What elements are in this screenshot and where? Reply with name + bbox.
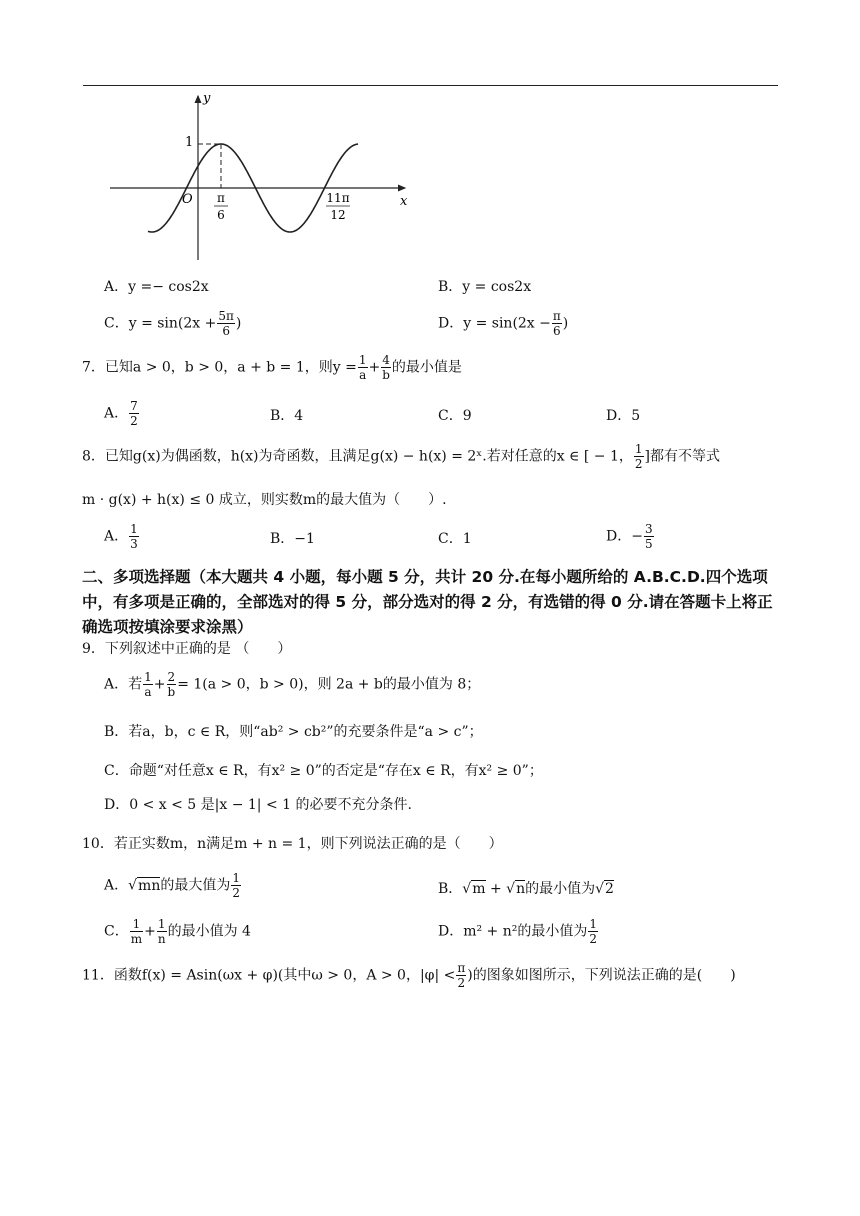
- q11-num: π: [457, 961, 466, 975]
- q7-a-pre: A．: [104, 405, 129, 422]
- x-axis-label: x: [400, 194, 408, 209]
- q8-d-den: 5: [644, 537, 653, 551]
- sine-graph: [100, 88, 420, 266]
- q10-a-mid: 的最大值为: [160, 877, 231, 894]
- q11-stem-pre: 11．函数f(x) = Asin(ωx + φ)(其中ω > 0，A > 0，|φ| <: [82, 967, 456, 984]
- tick-pi6-den: 6: [217, 208, 225, 222]
- q7-f2-num: 4: [382, 353, 390, 367]
- tick-11pi12-den: 12: [330, 208, 346, 222]
- q8-line1-num: 1: [634, 442, 643, 456]
- q7-frac-2: [381, 354, 391, 381]
- q9-a-f2-num: 2: [167, 670, 176, 684]
- q10-stem: 10．若正实数m，n满足m + n = 1，则下列说法正确的是（ ）: [82, 836, 503, 852]
- q10-b-radicand-3: 2: [605, 881, 614, 897]
- q10-c-f2-den: n: [157, 932, 166, 946]
- q10-d-num: 1: [589, 917, 598, 931]
- q7-stem: [82, 354, 462, 381]
- q11-stem: [82, 962, 736, 989]
- y-axis-label: y: [203, 91, 211, 106]
- q9-option-d: D．0 < x < 5 是|x − 1| < 1 的必要不充分条件.: [104, 797, 412, 813]
- q10-d-frac: [588, 918, 598, 945]
- q9-stem: 9．下列叙述中正确的是 （ ）: [82, 641, 292, 657]
- q10-b-mid: 的最小值为: [525, 881, 596, 897]
- tick-pi6-num: π: [217, 191, 225, 205]
- q6-d-frac: [552, 310, 562, 337]
- q8-a-frac: [129, 523, 139, 550]
- q7-option-d: D．5: [606, 408, 641, 424]
- q6-c-post: ): [235, 315, 242, 332]
- q7-f1-num: 1: [358, 353, 367, 367]
- q8-line1-post: ]都有不等式: [644, 448, 720, 465]
- q9-a-post: = 1(a > 0，b > 0)，则 2a + b的最小值为 8；: [177, 676, 481, 693]
- q6-option-c: [104, 310, 241, 337]
- q8-d-pre: D．−: [606, 528, 643, 545]
- q8-option-d: [606, 523, 655, 550]
- tick-11pi12-num: 11π: [326, 191, 350, 205]
- q8-a-den: 3: [130, 537, 138, 551]
- q10-a-frac: [231, 872, 241, 899]
- q10-b-radicand-1: m: [472, 881, 486, 897]
- top-rule: [83, 85, 778, 86]
- q10-a-radicand: mn: [138, 877, 161, 894]
- q10-c-f1-den: m: [130, 932, 143, 946]
- q7-option-b: B．4: [270, 408, 304, 424]
- q6-option-a: A．y =− cos2x: [104, 279, 209, 295]
- q7-stem-post: 的最小值是: [391, 359, 462, 376]
- q9-option-c: C．命题“对任意x ∈ R，有x² ≥ 0”的否定是“存在x ∈ R，有x² ≥ 0”；: [104, 763, 543, 779]
- q10-c-plus: +: [144, 923, 156, 940]
- q8-option-b: B．−1: [270, 531, 315, 547]
- q7-plus: +: [368, 359, 381, 376]
- q10-b-plus: +: [485, 881, 507, 897]
- q7-a-frac: [129, 400, 139, 427]
- tick-one-label: 1: [185, 135, 194, 150]
- q6-option-d: [438, 310, 568, 337]
- q8-a-num: 1: [130, 522, 138, 536]
- q6-d-den: 6: [553, 324, 561, 338]
- q9-a-f2-den: b: [167, 685, 176, 699]
- q9-a-pre: A．若: [104, 676, 143, 693]
- q6-d-pre: D．y = sin(2x −: [438, 315, 551, 332]
- q10-a-den: 2: [232, 886, 240, 900]
- q6-d-num: π: [552, 309, 561, 323]
- q8-stem-line2: m · g(x) + h(x) ≤ 0 成立，则实数m的最大值为（ ）.: [82, 492, 447, 508]
- q6-d-post: ): [562, 315, 569, 332]
- q10-option-c: [104, 918, 251, 945]
- origin-label: O: [182, 192, 193, 207]
- q7-f1-den: a: [359, 368, 367, 382]
- q10-option-b: B．√m + √n的最小值为√2: [438, 881, 614, 897]
- q10-d-den: 2: [589, 932, 598, 946]
- q10-c-pre: C．: [104, 923, 129, 940]
- q9-a-frac-2: [167, 671, 177, 698]
- q10-option-d: [438, 918, 599, 945]
- q9-a-f1-den: a: [144, 685, 152, 699]
- q6-c-den: 6: [222, 324, 230, 338]
- q8-d-frac: [644, 523, 654, 550]
- q10-c-post: 的最小值为 4: [167, 923, 251, 940]
- q7-a-den: 2: [130, 414, 138, 428]
- q8-option-c: C．1: [438, 531, 472, 547]
- q10-c-f1-num: 1: [130, 918, 143, 932]
- q6-c-num: 5π: [218, 309, 234, 323]
- q9-option-b: B．若a，b，c ∈ R，则“ab² > cb²”的充要条件是“a > c”；: [104, 724, 483, 740]
- q10-a-num: 1: [232, 871, 240, 885]
- q9-option-a: [104, 671, 480, 698]
- q8-stem-line1: [82, 443, 720, 470]
- q9-a-f1-num: 1: [144, 670, 152, 684]
- q8-d-num: 3: [644, 522, 653, 536]
- q10-option-a: A．√mn的最大值为 $\frac{1}{2}$: [104, 871, 240, 900]
- q10-a-pre: A．: [104, 877, 129, 894]
- q10-c-frac-2: [157, 918, 167, 945]
- q10-c-frac-1: [130, 918, 143, 945]
- q8-option-a: [104, 523, 140, 550]
- q8-line1-pre: 8．已知g(x)为偶函数，h(x)为奇函数，且满足g(x) − h(x) = 2ˣ.若对任意的x ∈ [ − 1，: [82, 448, 633, 465]
- q8-a-pre: A．: [104, 528, 129, 545]
- q7-option-a: [104, 400, 140, 427]
- q6-option-b: B．y = cos2x: [438, 279, 532, 295]
- q6-c-frac: [217, 310, 235, 337]
- q11-frac: [456, 962, 466, 989]
- section2-heading: 二、多项选择题（本大题共 4 小题，每小题 5 分，共计 20 分.在每小题所给的 A.B.C.D.四个选项中，有多项是正确的，全部选对的得 5 分，部分选对的得 2 分，有选错的得 0 分.请在答题卡上将正确选项按填涂要求涂黑）: [82, 568, 773, 636]
- q8-line1-den: 2: [634, 457, 643, 471]
- q10-b-pre: B．: [438, 881, 463, 897]
- q10-b-radicand-2: n: [516, 881, 526, 897]
- q10-c-f2-num: 1: [157, 917, 166, 931]
- q8-line1-frac: [634, 443, 644, 470]
- q11-stem-post: )的图象如图所示，下列说法正确的是( ): [467, 967, 736, 984]
- q7-frac-1: [358, 354, 368, 381]
- q9-a-plus: +: [153, 676, 166, 693]
- q9-a-frac-1: [143, 671, 153, 698]
- q7-a-num: 7: [130, 399, 138, 413]
- q10-d-pre: D．m² + n²的最小值为: [438, 923, 588, 940]
- q7-f2-den: b: [382, 368, 390, 382]
- q7-stem-pre: 7．已知a > 0，b > 0，a + b = 1，则y =: [82, 359, 357, 376]
- q11-den: 2: [457, 976, 466, 990]
- q6-c-pre: C．y = sin(2x +: [104, 315, 217, 332]
- q7-option-c: C．9: [438, 408, 472, 424]
